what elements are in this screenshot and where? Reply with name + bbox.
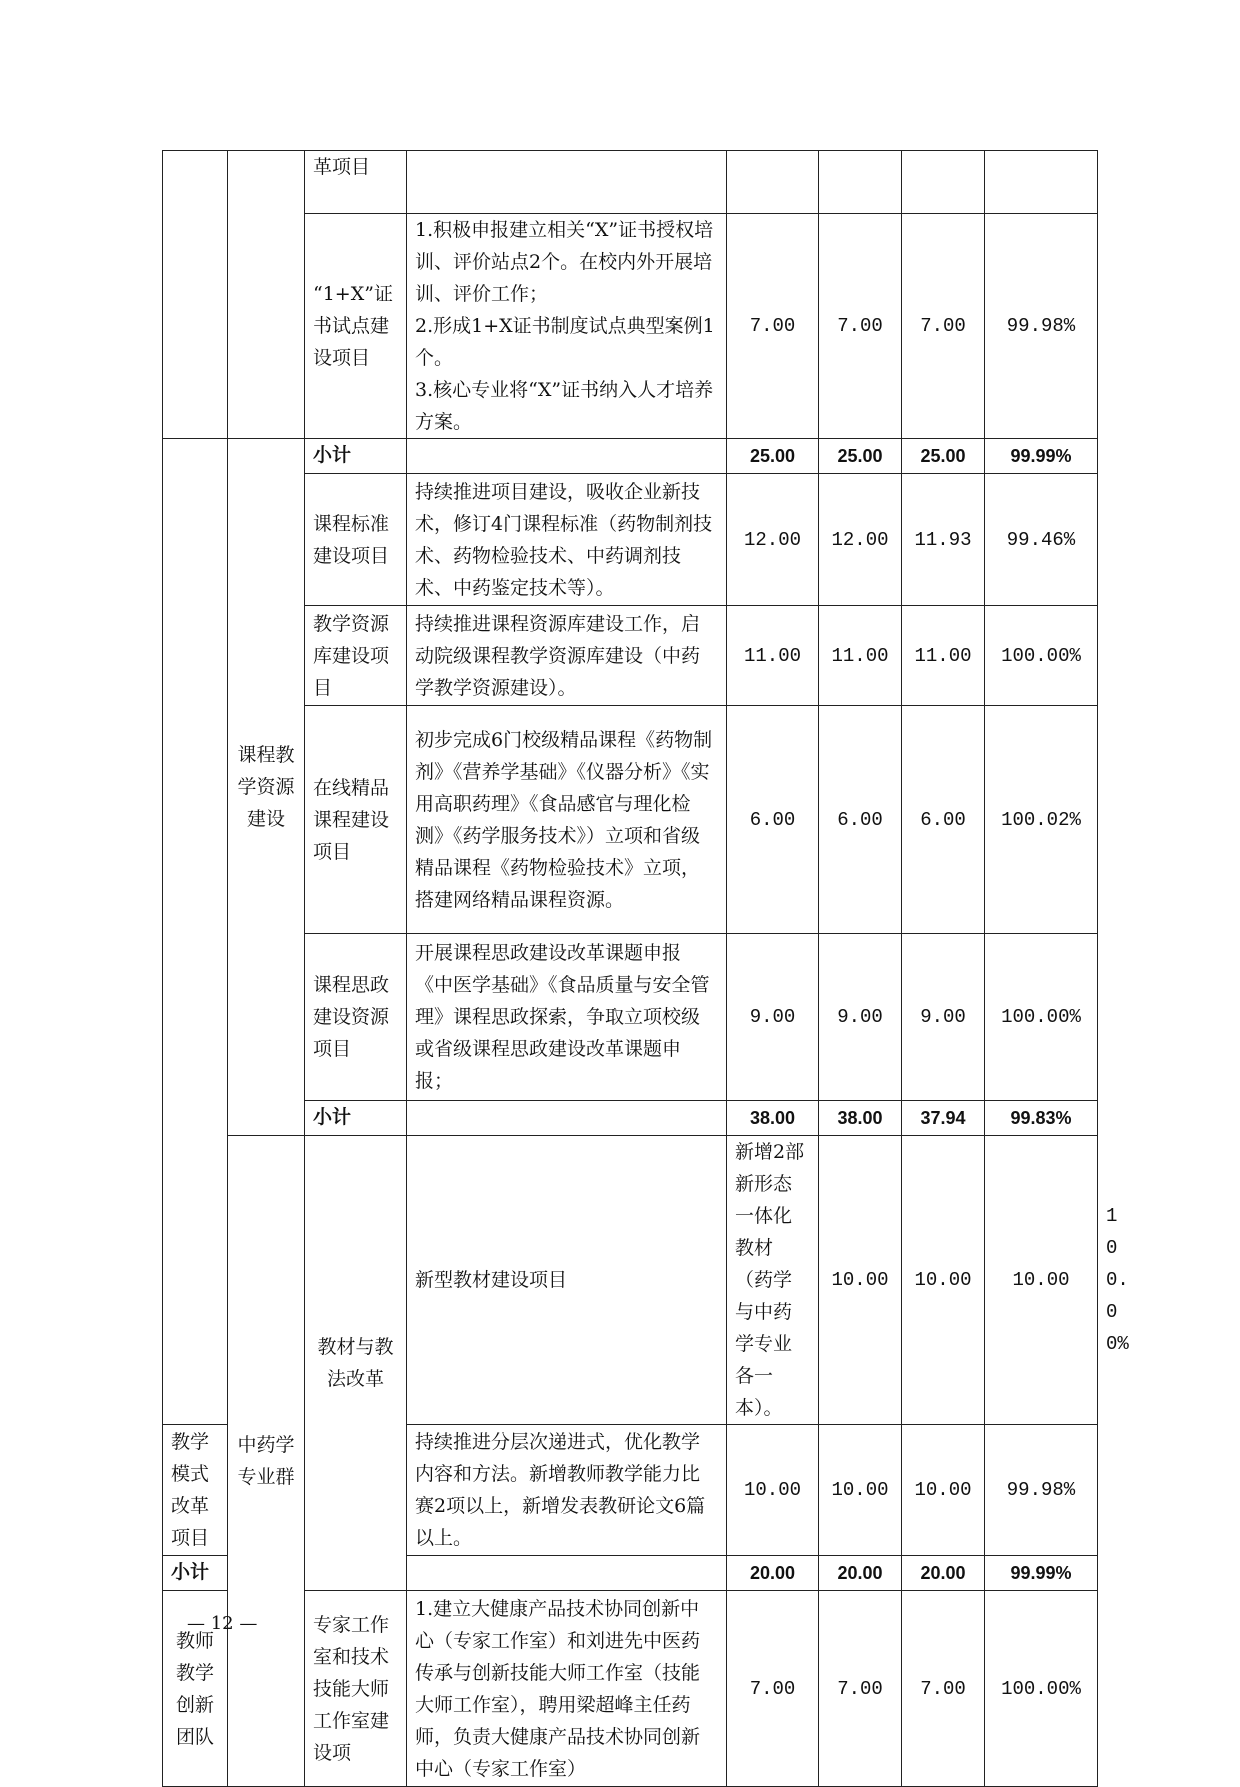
subtotal-amount: 20.00	[727, 1556, 819, 1591]
item-name: 在线精品课程建设项目	[305, 706, 407, 934]
amount-cell	[727, 151, 819, 214]
amount-cell: 6.00	[727, 706, 819, 934]
item-name: 革项目	[305, 151, 407, 214]
amount-cell: 10.00	[902, 1136, 985, 1425]
amount-cell: 11.00	[727, 606, 819, 706]
amount-cell: 12.00	[819, 474, 902, 606]
item-name: 课程思政建设资源项目	[305, 934, 407, 1101]
amount-cell: 10.00	[819, 1425, 902, 1556]
subtotal-row	[163, 439, 1098, 474]
item-desc: 持续推进项目建设，吸收企业新技术，修订4门课程标准（药物制剂技术、药物检验技术、中药调剂技术、中药鉴定技术等）。	[407, 474, 727, 606]
page-number: — 12 —	[187, 1613, 258, 1634]
amount-cell	[902, 151, 985, 214]
table-row	[163, 151, 1098, 214]
subtotal-rate: 99.99%	[985, 439, 1098, 474]
subtotal-desc	[407, 1101, 727, 1136]
table-row: 中药学专业群 教材与教法改革 新型教材建设项目 新增2部新形态一体化教材（药学与中药学专业各一本）。 10.00 10.00 10.00 100.00%	[163, 1136, 1098, 1425]
subtotal-amount: 20.00	[902, 1556, 985, 1591]
group-label: 中药学专业群	[228, 1136, 305, 1787]
item-desc: 持续推进课程资源库建设工作，启动院级课程教学资源库建设（中药学教学资源建设）。	[407, 606, 727, 706]
rate-cell: 100.00%	[985, 934, 1098, 1101]
item-desc	[407, 151, 727, 214]
rate-cell: 100.00%	[985, 606, 1098, 706]
item-desc: 持续推进分层次递进式，优化教学内容和方法。新增教师教学能力比赛2项以上，新增发表教研论文6篇以上。	[407, 1425, 727, 1556]
item-name: 教学资源库建设项目	[305, 606, 407, 706]
amount-cell: 7.00	[819, 1591, 902, 1787]
rate-cell: 99.98%	[985, 1425, 1098, 1556]
amount-cell: 6.00	[902, 706, 985, 934]
item-desc: 初步完成6门校级精品课程《药物制剂》《营养学基础》《仪器分析》《实用高职药理》《食品感官与理化检测》《药学服务技术》）立项和省级精品课程《药物检验技术》立项，搭建网络精品课程资源。	[407, 706, 727, 934]
subtotal-amount: 38.00	[819, 1101, 902, 1136]
subtotal-desc	[407, 439, 727, 474]
amount-cell: 11.00	[902, 606, 985, 706]
rate-cell: 100.00%	[985, 1591, 1098, 1787]
item-name: 教学模式改革项目	[163, 1425, 228, 1556]
subtotal-rate: 99.83%	[985, 1101, 1098, 1136]
amount-cell: 10.00	[727, 1425, 819, 1556]
amount-cell: 9.00	[902, 934, 985, 1101]
group-cell	[163, 151, 228, 439]
subtotal-rate: 99.99%	[985, 1556, 1098, 1591]
item-desc: 新增2部新形态一体化教材（药学与中药学专业各一本）。	[727, 1136, 819, 1425]
amount-cell: 9.00	[727, 934, 819, 1101]
amount-cell: 6.00	[819, 706, 902, 934]
budget-table	[162, 150, 1129, 1787]
item-desc: 1.积极申报建立相关“X”证书授权培训、评价站点2个。在校内外开展培训、评价工作； 2.形成1+X证书制度试点典型案例1个。 3.核心专业将“X”证书纳入人才培养方案。	[407, 214, 727, 439]
rate-cell: 99.46%	[985, 474, 1098, 606]
category-label: 教材与教法改革	[305, 1136, 407, 1591]
subtotal-label: 小计	[163, 1556, 228, 1591]
group-cell	[163, 439, 228, 1425]
amount-cell: 10.00	[902, 1425, 985, 1556]
subtotal-label: 小计	[305, 1101, 407, 1136]
subtotal-amount: 25.00	[819, 439, 902, 474]
rate-cell	[985, 151, 1098, 214]
category-label: 教师教学创新团队	[163, 1591, 228, 1787]
subtotal-amount: 25.00	[902, 439, 985, 474]
rate-cell: 99.98%	[985, 214, 1098, 439]
amount-cell: 7.00	[727, 1591, 819, 1787]
item-desc: 1.建立大健康产品技术协同创新中心（专家工作室）和刘进先中医药传承与创新技能大师工作室（技能大师工作室），聘用梁超峰主任药师，负责大健康产品技术协同创新中心（专家工作室）	[407, 1591, 727, 1787]
subtotal-amount: 25.00	[727, 439, 819, 474]
item-name: 新型教材建设项目	[407, 1136, 727, 1425]
amount-cell: 7.00	[902, 1591, 985, 1787]
subtotal-amount: 20.00	[819, 1556, 902, 1591]
category-label: 课程教学资源建设	[228, 439, 305, 1136]
amount-cell: 7.00	[902, 214, 985, 439]
item-name: 课程标准建设项目	[305, 474, 407, 606]
amount-cell: 11.93	[902, 474, 985, 606]
amount-cell: 11.00	[819, 606, 902, 706]
item-name: 专家工作室和技术技能大师工作室建设项	[305, 1591, 407, 1787]
amount-cell: 10.00	[819, 1136, 902, 1425]
amount-cell: 7.00	[819, 214, 902, 439]
subtotal-amount: 37.94	[902, 1101, 985, 1136]
amount-cell: 12.00	[727, 474, 819, 606]
amount-cell: 7.00	[727, 214, 819, 439]
category-cell	[228, 151, 305, 439]
item-desc: 开展课程思政建设改革课题申报《中医学基础》《食品质量与安全管理》课程思政探索，争取立项校级或省级课程思政建设改革课题申报；	[407, 934, 727, 1101]
amount-cell: 10.00	[985, 1136, 1098, 1425]
rate-cell: 100.02%	[985, 706, 1098, 934]
subtotal-label: 小计	[305, 439, 407, 474]
item-name: “1+X”证书试点建设项目	[305, 214, 407, 439]
subtotal-amount: 38.00	[727, 1101, 819, 1136]
subtotal-desc	[407, 1556, 727, 1591]
amount-cell: 9.00	[819, 934, 902, 1101]
amount-cell	[819, 151, 902, 214]
